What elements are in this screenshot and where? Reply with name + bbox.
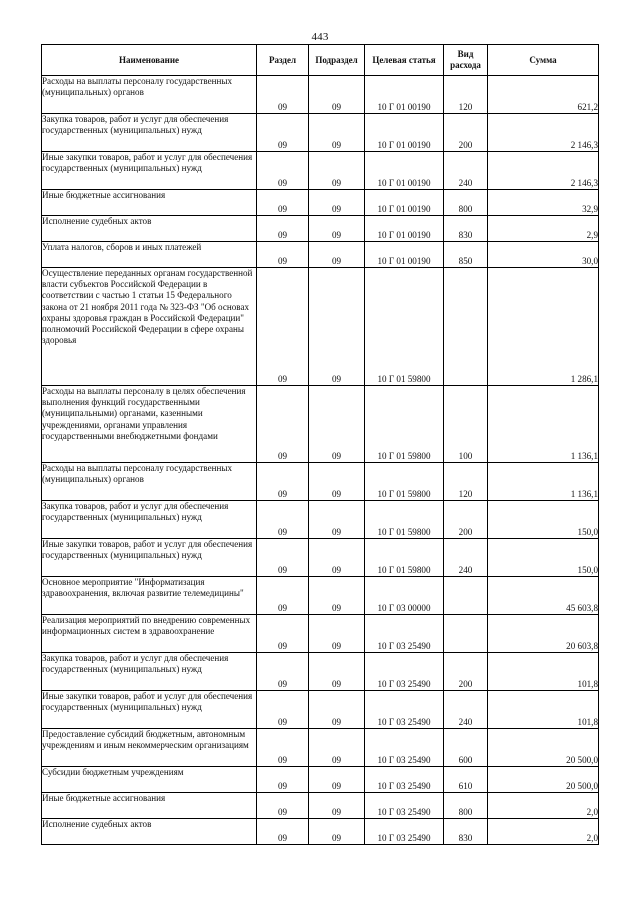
row-name: Иные бюджетные ассигнования — [42, 793, 257, 819]
row-razdel: 09 — [257, 216, 309, 242]
row-podrazdel: 09 — [309, 819, 365, 845]
header-vid-rashoda: Вид расхода — [444, 45, 488, 76]
row-name: Закупка товаров, работ и услуг для обеспечения государственных (муниципальных) нужд — [42, 501, 257, 539]
row-podrazdel: 09 — [309, 501, 365, 539]
row-podrazdel: 09 — [309, 729, 365, 767]
row-vid-rashoda — [444, 577, 488, 615]
row-summa: 1 136,1 — [488, 463, 599, 501]
row-podrazdel: 09 — [309, 242, 365, 268]
table-row — [42, 539, 599, 577]
row-vid-rashoda: 240 — [444, 152, 488, 190]
row-podrazdel: 09 — [309, 190, 365, 216]
page-number: 443 — [311, 31, 329, 43]
row-podrazdel: 09 — [309, 539, 365, 577]
row-summa: 150,0 — [488, 539, 599, 577]
row-name: Основное мероприятие "Информатизация здравоохранения, включая развитие телемедицины" — [42, 577, 257, 615]
row-summa: 621,2 — [488, 76, 599, 114]
row-celevaya-statya: 10 Г 01 59800 — [365, 501, 444, 539]
row-podrazdel: 09 — [309, 653, 365, 691]
row-podrazdel: 09 — [309, 463, 365, 501]
row-name: Субсидии бюджетным учреждениям — [42, 767, 257, 793]
table-row — [42, 501, 599, 539]
table-row — [42, 76, 599, 114]
row-summa: 30,0 — [488, 242, 599, 268]
table-row — [42, 577, 599, 615]
row-summa: 101,8 — [488, 691, 599, 729]
row-summa: 20 603,8 — [488, 615, 599, 653]
row-summa: 2,0 — [488, 793, 599, 819]
row-summa: 45 603,8 — [488, 577, 599, 615]
row-podrazdel: 09 — [309, 577, 365, 615]
row-razdel: 09 — [257, 539, 309, 577]
row-celevaya-statya: 10 Г 03 25490 — [365, 615, 444, 653]
row-summa: 20 500,0 — [488, 729, 599, 767]
row-celevaya-statya: 10 Г 03 25490 — [365, 729, 444, 767]
row-celevaya-statya: 10 Г 03 00000 — [365, 577, 444, 615]
row-vid-rashoda: 120 — [444, 463, 488, 501]
table-row — [42, 615, 599, 653]
row-razdel: 09 — [257, 114, 309, 152]
row-vid-rashoda: 830 — [444, 216, 488, 242]
row-podrazdel: 09 — [309, 76, 365, 114]
table-row — [42, 729, 599, 767]
row-vid-rashoda: 200 — [444, 501, 488, 539]
table-row — [42, 190, 599, 216]
row-name: Исполнение судебных актов — [42, 216, 257, 242]
row-name: Закупка товаров, работ и услуг для обеспечения государственных (муниципальных) нужд — [42, 114, 257, 152]
row-razdel: 09 — [257, 386, 309, 463]
table-row — [42, 819, 599, 845]
row-celevaya-statya: 10 Г 01 59800 — [365, 268, 444, 386]
row-celevaya-statya: 10 Г 03 25490 — [365, 691, 444, 729]
row-razdel: 09 — [257, 76, 309, 114]
row-podrazdel: 09 — [309, 386, 365, 463]
row-celevaya-statya: 10 Г 01 59800 — [365, 539, 444, 577]
row-razdel: 09 — [257, 653, 309, 691]
row-celevaya-statya: 10 Г 03 25490 — [365, 793, 444, 819]
row-name: Расходы на выплаты персоналу государственных (муниципальных) органов — [42, 76, 257, 114]
table-row — [42, 242, 599, 268]
row-summa: 1 286,1 — [488, 268, 599, 386]
row-podrazdel: 09 — [309, 691, 365, 729]
row-name: Расходы на выплаты персоналу в целях обеспечения выполнения функций государственными (муниципальными) органами, казенными учреждениями, органами управления государственными внебюджетными фондами — [42, 386, 257, 463]
row-celevaya-statya: 10 Г 01 00190 — [365, 216, 444, 242]
row-celevaya-statya: 10 Г 01 00190 — [365, 152, 444, 190]
row-razdel: 09 — [257, 691, 309, 729]
row-razdel: 09 — [257, 577, 309, 615]
row-vid-rashoda: 100 — [444, 386, 488, 463]
row-razdel: 09 — [257, 793, 309, 819]
row-vid-rashoda: 240 — [444, 539, 488, 577]
row-vid-rashoda — [444, 615, 488, 653]
row-vid-rashoda: 830 — [444, 819, 488, 845]
row-vid-rashoda — [444, 268, 488, 386]
table-row — [42, 463, 599, 501]
row-podrazdel: 09 — [309, 793, 365, 819]
row-celevaya-statya: 10 Г 03 25490 — [365, 767, 444, 793]
table-row — [42, 653, 599, 691]
row-vid-rashoda: 610 — [444, 767, 488, 793]
table-row — [42, 152, 599, 190]
row-summa: 2,9 — [488, 216, 599, 242]
row-vid-rashoda: 200 — [444, 114, 488, 152]
row-podrazdel: 09 — [309, 216, 365, 242]
row-name: Осуществление переданных органам государственной власти субъектов Российской Федерации в соответствии с частью 1 статьи 15 Федерального закона от 21 ноября 2011 года № 323-ФЗ "Об основах охраны здоровья граждан в Российской Федерации" полномочий Российской Федерации в сфере охраны здоровья — [42, 268, 257, 386]
row-name: Иные бюджетные ассигнования — [42, 190, 257, 216]
row-summa: 150,0 — [488, 501, 599, 539]
table-row — [42, 691, 599, 729]
header-razdel: Раздел — [257, 45, 309, 76]
row-name: Иные закупки товаров, работ и услуг для обеспечения государственных (муниципальных) нужд — [42, 539, 257, 577]
row-name: Исполнение судебных актов — [42, 819, 257, 845]
row-celevaya-statya: 10 Г 01 59800 — [365, 463, 444, 501]
row-podrazdel: 09 — [309, 152, 365, 190]
row-podrazdel: 09 — [309, 767, 365, 793]
row-summa: 101,8 — [488, 653, 599, 691]
row-razdel: 09 — [257, 463, 309, 501]
row-summa: 32,9 — [488, 190, 599, 216]
header-summa: Сумма — [488, 45, 599, 76]
row-razdel: 09 — [257, 268, 309, 386]
row-vid-rashoda: 200 — [444, 653, 488, 691]
row-razdel: 09 — [257, 242, 309, 268]
table-row — [42, 216, 599, 242]
row-vid-rashoda: 850 — [444, 242, 488, 268]
row-summa: 2 146,3 — [488, 152, 599, 190]
row-vid-rashoda: 240 — [444, 691, 488, 729]
row-vid-rashoda: 120 — [444, 76, 488, 114]
budget-table — [41, 44, 599, 845]
row-name: Реализация мероприятий по внедрению современных информационных систем в здравоохранение — [42, 615, 257, 653]
row-name: Расходы на выплаты персоналу государственных (муниципальных) органов — [42, 463, 257, 501]
row-summa: 2 146,3 — [488, 114, 599, 152]
row-celevaya-statya: 10 Г 03 25490 — [365, 819, 444, 845]
row-name: Уплата налогов, сборов и иных платежей — [42, 242, 257, 268]
row-podrazdel: 09 — [309, 114, 365, 152]
row-razdel: 09 — [257, 152, 309, 190]
table-row — [42, 386, 599, 463]
header-podrazdel: Подраздел — [309, 45, 365, 76]
header-celevaya-statya: Целевая статья — [365, 45, 444, 76]
row-summa: 20 500,0 — [488, 767, 599, 793]
row-razdel: 09 — [257, 729, 309, 767]
row-name: Предоставление субсидий бюджетным, автономным учреждениям и иным некоммерческим организациям — [42, 729, 257, 767]
table-row — [42, 114, 599, 152]
table-body — [42, 76, 599, 845]
row-vid-rashoda: 800 — [444, 793, 488, 819]
row-razdel: 09 — [257, 767, 309, 793]
row-celevaya-statya: 10 Г 03 25490 — [365, 653, 444, 691]
row-summa: 1 136,1 — [488, 386, 599, 463]
row-name: Иные закупки товаров, работ и услуг для обеспечения государственных (муниципальных) нужд — [42, 691, 257, 729]
table-row — [42, 793, 599, 819]
row-razdel: 09 — [257, 501, 309, 539]
row-celevaya-statya: 10 Г 01 00190 — [365, 114, 444, 152]
row-razdel: 09 — [257, 615, 309, 653]
row-razdel: 09 — [257, 819, 309, 845]
row-celevaya-statya: 10 Г 01 00190 — [365, 242, 444, 268]
row-podrazdel: 09 — [309, 268, 365, 386]
row-name: Закупка товаров, работ и услуг для обеспечения государственных (муниципальных) нужд — [42, 653, 257, 691]
header-name: Наименование — [42, 45, 257, 76]
row-vid-rashoda: 600 — [444, 729, 488, 767]
table-row — [42, 767, 599, 793]
row-celevaya-statya: 10 Г 01 00190 — [365, 76, 444, 114]
row-celevaya-statya: 10 Г 01 00190 — [365, 190, 444, 216]
row-name: Иные закупки товаров, работ и услуг для обеспечения государственных (муниципальных) нужд — [42, 152, 257, 190]
table-row — [42, 268, 599, 386]
row-podrazdel: 09 — [309, 615, 365, 653]
table-header-row — [42, 45, 599, 76]
row-razdel: 09 — [257, 190, 309, 216]
row-summa: 2,0 — [488, 819, 599, 845]
row-celevaya-statya: 10 Г 01 59800 — [365, 386, 444, 463]
row-vid-rashoda: 800 — [444, 190, 488, 216]
